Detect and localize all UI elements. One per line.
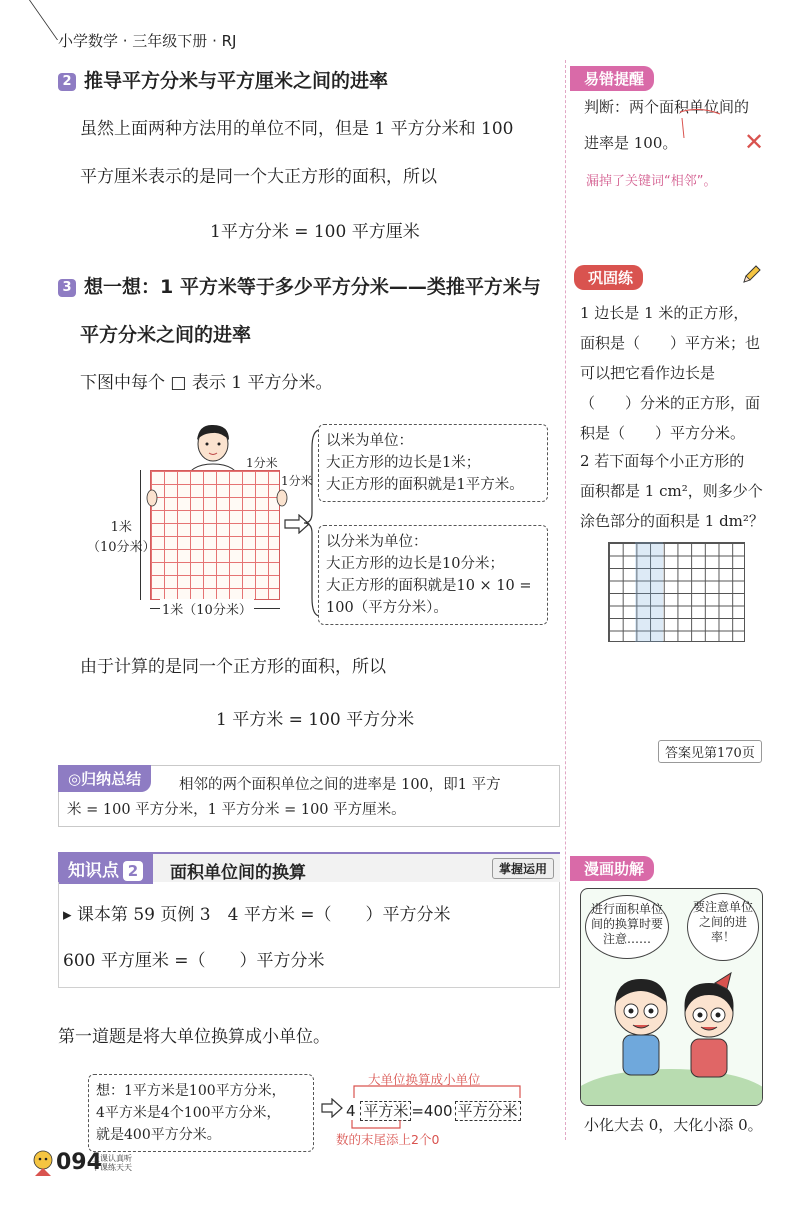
error-tag: 易错提醒: [570, 66, 654, 91]
summary-box: [58, 765, 560, 827]
practice-tag: 巩固练: [574, 265, 643, 290]
comic-panel: [580, 888, 763, 1106]
think-box: [88, 1074, 314, 1152]
error-line1: 判断：两个面积单位间的: [584, 98, 750, 116]
knowledge-badge: 掌握运用: [492, 858, 554, 879]
comic-children-illustration: [581, 959, 763, 1106]
footer-slogan-2: 下课练天天: [92, 1163, 132, 1172]
box2-line: 以分米为单位：: [326, 534, 428, 550]
box2-line: 大正方形的边长是10分米；: [326, 556, 504, 572]
shaded-column: [635, 542, 663, 642]
error-reminder-heading: [570, 66, 654, 91]
example-line2: 600 平方厘米 =（ ）平方分米: [63, 951, 325, 971]
section3-title-line2: 平方分米之间的进率: [80, 324, 252, 346]
meter-unit-box: [318, 424, 548, 502]
summary-tag: ◎归纳总结: [58, 765, 151, 792]
explain-text: 第一道题是将大单位换算成小单位。: [58, 1027, 330, 1047]
box1-line: 大正方形的面积就是1平方米。: [326, 477, 524, 493]
comic-bubble-right: 要注意单位之间的进率！: [687, 893, 759, 961]
q1-line: 面积是（ ）平方米；也: [580, 334, 761, 352]
example-line: ▸ 课本第 59 页例 3 4 平方米 =（ ）平方分米: [63, 905, 451, 925]
practice-grid: [608, 542, 745, 642]
bottom-note: 数的末尾添上2个0: [336, 1132, 440, 1147]
knowledge-title: 面积单位间的换算: [170, 863, 306, 883]
page-number: 094: [56, 1150, 102, 1175]
knowledge-box: [58, 882, 560, 988]
footer-slogan: [92, 1154, 132, 1172]
error-marker: [660, 108, 740, 148]
box1-line: 以米为单位：: [326, 433, 413, 449]
pencil-icon: [740, 264, 762, 286]
section3-equation: 1 平方米 = 100 平方分米: [216, 710, 415, 730]
formula-number: 4: [346, 1102, 356, 1120]
think-line: 就是400平方分米。: [96, 1127, 221, 1143]
q2-line: 涂色部分的面积是 1 dm²？: [580, 512, 764, 530]
practice-q2: [580, 446, 770, 536]
mascot-icon: [30, 1148, 56, 1178]
practice-heading: [574, 265, 643, 290]
think-line: 4平方米是4个100平方分米，: [96, 1105, 281, 1121]
q1-line: （ ）分米的正方形，面: [580, 394, 761, 412]
arrow-right-icon: [320, 1098, 346, 1118]
page-header: 小学数学 · 三年级下册 · RJ: [58, 32, 237, 50]
q1-line: 积是（ ）平方分米。: [580, 424, 746, 442]
section3-intro: 下图中每个 □ 表示 1 平方分米。: [80, 373, 333, 393]
box1-line: 大正方形的边长是1米；: [326, 455, 481, 471]
corner-line: [0, 0, 58, 40]
comic-caption: 小化大去 0，大化小添 0。: [584, 1116, 763, 1134]
left-label-1: 1米: [110, 520, 132, 535]
q1-line: 1 边长是 1 米的正方形，: [580, 304, 749, 322]
top-note: 大单位换算成小单位: [368, 1072, 481, 1087]
error-line2: 进率是 100。: [584, 134, 678, 152]
practice-q1: [580, 298, 770, 448]
side-unit-label: 1分米: [281, 474, 313, 488]
formula-eq: =400: [411, 1102, 453, 1120]
q1-line: 可以把它看作边长是: [580, 364, 716, 382]
top-bracket: [348, 1080, 528, 1100]
top-unit-label: 1分米: [246, 456, 278, 470]
hands-icon: [146, 488, 288, 508]
bottom-label: 1米（10分米）: [160, 599, 254, 618]
q2-line: 面积都是 1 cm²，则多少个: [580, 482, 763, 500]
section2-heading: [58, 66, 388, 93]
left-label-2: （10分米）: [87, 540, 156, 555]
summary-line2: 米 = 100 平方分米，1 平方分米 = 100 平方厘米。: [67, 802, 406, 818]
comic-bubble-left: 进行面积单位间的换算时要注意……: [585, 895, 669, 959]
section2-badge: 2: [58, 73, 76, 91]
box2-line: 大正方形的面积就是10 × 10 =: [326, 578, 532, 594]
think-line: 想：1平方米是100平方分米，: [96, 1083, 286, 1099]
formula-unit1: 平方米: [360, 1101, 411, 1121]
wrong-mark-icon: ✕: [744, 128, 765, 156]
section2-title: 推导平方分米与平方厘米之间的进率: [84, 70, 389, 92]
section2-line2: 平方厘米表示的是同一个大正方形的面积，所以: [80, 167, 437, 187]
section2-line1: 虽然上面两种方法用的单位不同，但是 1 平方分米和 100: [80, 119, 514, 139]
section3-heading: [58, 272, 541, 299]
box2-line: 100（平方分米）。: [326, 600, 448, 616]
comic-heading: [570, 856, 654, 881]
section3-badge: 3: [58, 279, 76, 297]
knowledge-num: 2: [123, 861, 143, 881]
formula-unit2: 平方分米: [455, 1101, 521, 1121]
footer-slogan-1: 上课认真听: [92, 1154, 132, 1163]
answer-ref: 答案见第170页: [658, 740, 762, 763]
knowledge-bar: [58, 852, 560, 882]
section3-title-line1: 想一想：1 平方米等于多少平方分米——类推平方米与: [84, 276, 541, 298]
comic-tag: 漫画助解: [570, 856, 654, 881]
decimeter-unit-box: [318, 525, 548, 625]
section2-equation: 1平方分米 = 100 平方厘米: [210, 222, 420, 242]
left-label: [87, 518, 156, 558]
error-note: 漏掉了关键词“相邻”。: [586, 174, 717, 189]
column-divider: [565, 60, 566, 1140]
summary-line1: 相邻的两个面积单位之间的进率是 100，即1 平方: [179, 777, 501, 793]
knowledge-tag: [58, 852, 153, 884]
knowledge-tag-text: 知识点: [68, 861, 119, 881]
q2-line: 2 若下面每个小正方形的: [580, 452, 745, 470]
section3-conclusion: 由于计算的是同一个正方形的面积，所以: [80, 657, 386, 677]
